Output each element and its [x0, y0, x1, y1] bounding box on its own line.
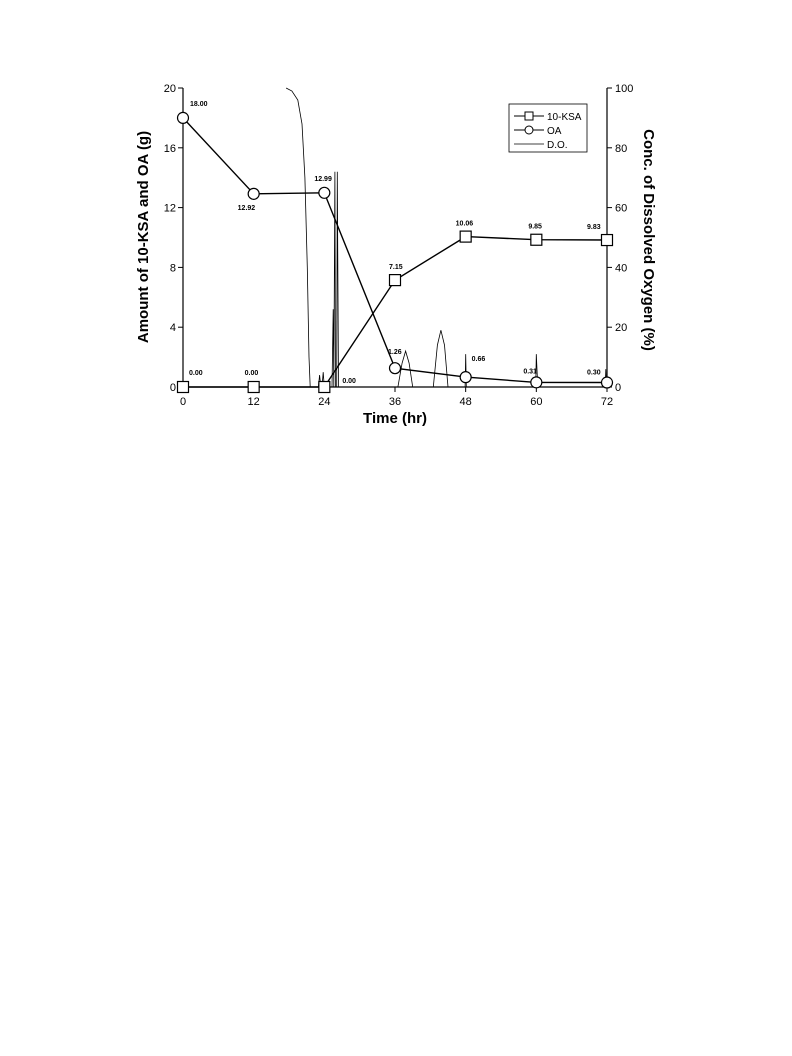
10-ksa-data-label: 0.00	[244, 370, 259, 377]
oa-data-label: 12.99	[314, 175, 332, 183]
10-ksa-data-label: 0.00	[189, 370, 203, 377]
y-axis-left-title: Amount of 10-KSA and OA (g)	[135, 130, 152, 344]
x-tick-label: 24	[318, 396, 331, 408]
10-ksa-point	[248, 382, 259, 393]
oa-data-label: 0.30	[587, 369, 601, 377]
y-left-tick-label: 8	[169, 262, 176, 275]
10-ksa-point	[602, 235, 613, 246]
oa-point	[460, 372, 471, 383]
oa-series-line	[183, 118, 607, 383]
y-right-tick-label: 100	[615, 83, 634, 95]
10-ksa-data-label: 7.15	[389, 264, 403, 272]
10-ksa-data-label: 10.06	[455, 220, 474, 228]
oa-data-label: 0.66	[471, 356, 486, 364]
x-tick-label: 12	[247, 396, 260, 408]
legend	[509, 104, 587, 152]
10-ksa-point	[178, 382, 189, 393]
y-axis-right-title: Conc. of Dissolved Oxygen (%)	[640, 129, 657, 351]
x-tick-label: 48	[459, 396, 472, 408]
circle-marker-icon	[525, 126, 533, 134]
10-ksa-point	[531, 234, 542, 245]
10-ksa-data-label: 9.83	[587, 224, 601, 232]
oa-point	[319, 187, 330, 198]
x-tick-label: 60	[530, 396, 543, 408]
svg-text:D.O.: D.O.	[547, 140, 568, 151]
oa-data-label: 1.26	[388, 349, 402, 357]
y-left-tick-label: 0	[169, 382, 176, 394]
square-marker-icon	[525, 112, 533, 120]
oa-data-label: 12.92	[237, 204, 256, 212]
10-ksa-point	[390, 275, 401, 286]
x-tick-label: 0	[179, 396, 187, 408]
y-left-tick-label: 16	[163, 142, 176, 155]
y-left-tick-label: 12	[163, 202, 176, 215]
10-ksa-point	[460, 231, 471, 242]
oa-point	[602, 377, 613, 388]
oa-point	[390, 363, 401, 374]
y-right-tick-label: 20	[615, 322, 628, 335]
oa-data-label: 0.31	[523, 368, 537, 376]
x-tick-label: 36	[388, 396, 402, 408]
10-ksa-point	[319, 382, 330, 393]
y-left-tick-label: 20	[163, 83, 176, 95]
oa-point	[248, 188, 259, 199]
y-right-tick-label: 40	[615, 262, 628, 275]
y-right-tick-label: 0	[615, 382, 622, 394]
10-ksa-data-label: 0.00	[342, 378, 356, 385]
oa-point	[531, 377, 542, 388]
y-left-tick-label: 4	[169, 322, 176, 335]
oa-point	[178, 112, 189, 123]
y-right-tick-label: 60	[615, 202, 628, 215]
oa-data-label: 18.00	[190, 100, 208, 108]
x-tick-label: 72	[600, 396, 614, 408]
svg-text:OA: OA	[547, 126, 562, 137]
x-axis-title: Time (hr)	[363, 410, 427, 427]
svg-text:10-KSA: 10-KSA	[547, 112, 582, 123]
y-right-tick-label: 80	[615, 142, 628, 155]
10-ksa-data-label: 9.85	[528, 223, 542, 231]
